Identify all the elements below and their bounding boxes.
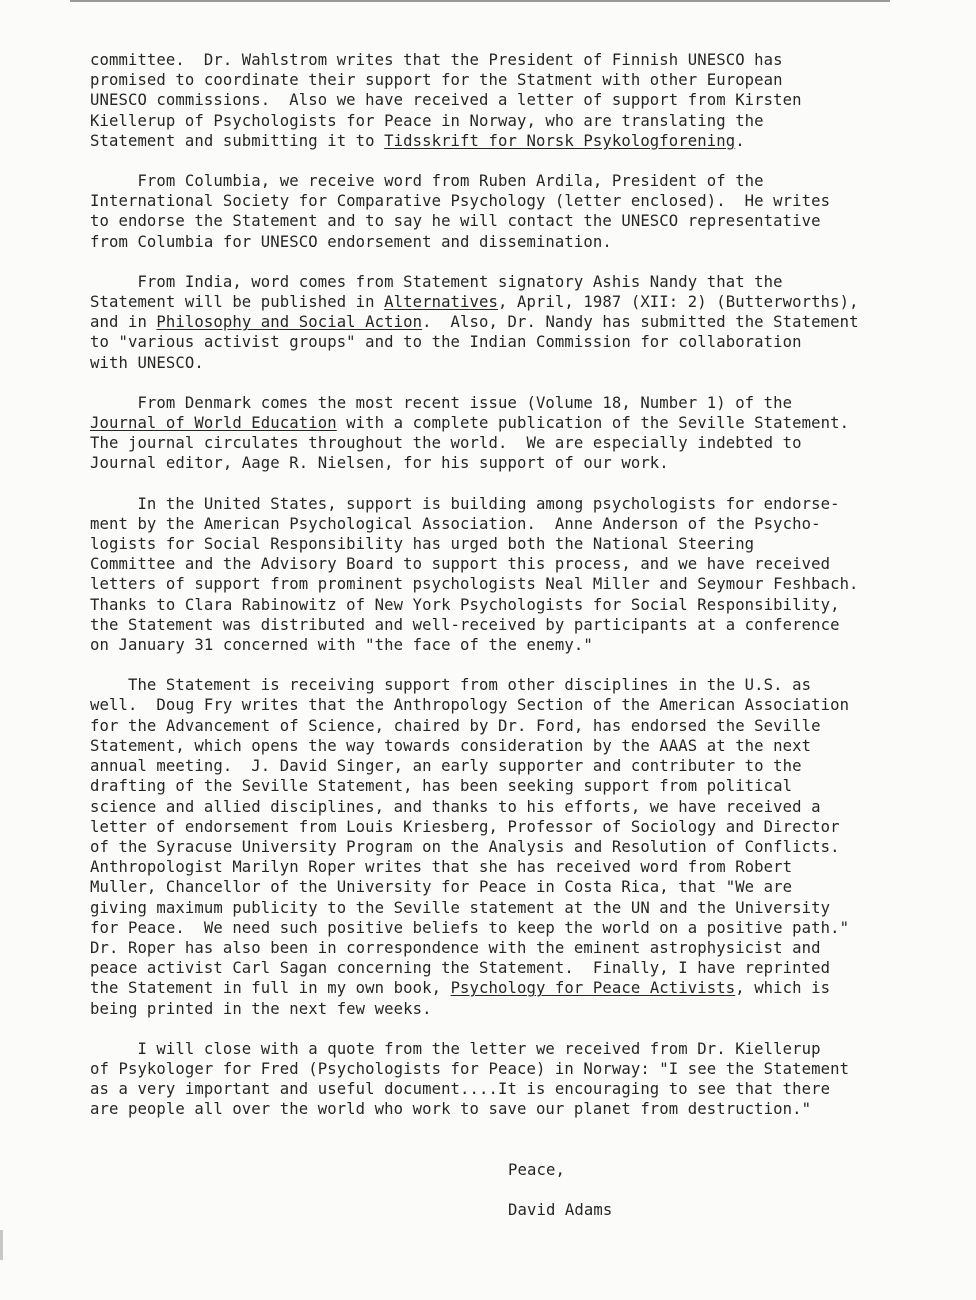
- text-line: [90, 494, 920, 514]
- text-segment: peace activist Carl Sagan concerning the Statement. Finally, I have reprinted: [90, 959, 831, 978]
- underlined-title: Tidsskrift for Norsk Psykologforening: [384, 131, 736, 150]
- text-line: [90, 50, 920, 70]
- paragraph: [90, 393, 920, 474]
- text-line: [90, 514, 920, 534]
- text-line: [90, 857, 920, 877]
- text-line: [90, 675, 920, 695]
- paragraph: [90, 494, 920, 656]
- paragraph: [90, 272, 920, 373]
- text-line: [90, 574, 920, 594]
- text-line: [90, 1079, 920, 1099]
- text-segment: , which is: [735, 979, 831, 998]
- text-segment: International Society for Comparative Psychology (letter enclosed). He writes: [90, 192, 831, 211]
- page-edge-mark: [0, 1230, 3, 1260]
- text-line: [90, 1099, 920, 1119]
- text-line: [90, 958, 920, 978]
- text-segment: . Also, Dr. Nandy has submitted the Statement: [422, 313, 859, 332]
- text-segment: committee. Dr. Wahlstrom writes that the President of Finnish UNESCO has: [90, 51, 783, 69]
- text-segment: with UNESCO.: [90, 353, 204, 372]
- text-segment: well. Doug Fry writes that the Anthropology Section of the American Association: [90, 696, 850, 715]
- text-line: [90, 433, 920, 453]
- text-line: [90, 90, 920, 110]
- text-segment: annual meeting. J. David Singer, an early supporter and contributer to the: [90, 757, 802, 776]
- text-segment: .: [735, 131, 745, 150]
- text-line: [90, 413, 920, 433]
- text-line: [90, 756, 920, 776]
- text-segment: drafting of the Seville Statement, has been seeking support from political: [90, 777, 793, 796]
- letter-page: [90, 50, 920, 1220]
- text-line: [90, 312, 920, 332]
- paragraph: [90, 171, 920, 252]
- top-edge-rule: [70, 0, 890, 2]
- text-segment: Kiellerup of Psychologists for Peace in Norway, who are translating the: [90, 111, 764, 130]
- text-line: [90, 332, 920, 352]
- text-line: [90, 918, 920, 938]
- text-segment: for Peace. We need such positive beliefs to keep the world on a positive path.": [90, 918, 850, 937]
- text-segment: letter of endorsement from Louis Kriesberg, Professor of Sociology and Director: [90, 817, 840, 836]
- text-segment: I will close with a quote from the letter we received from Dr. Kiellerup: [90, 1039, 821, 1058]
- paragraph: [90, 1039, 920, 1120]
- signature: David Adams: [508, 1200, 613, 1219]
- text-segment: of Psykologer for Fred (Psychologists for Peace) in Norway: "I see the Statement: [90, 1059, 850, 1078]
- text-segment: The journal circulates throughout the world. We are especially indebted to: [90, 434, 802, 453]
- text-segment: Muller, Chancellor of the University for Peace in Costa Rica, that "We are: [90, 878, 793, 897]
- text-line: [90, 353, 920, 373]
- underlined-title: Alternatives: [384, 293, 498, 312]
- text-segment: to "various activist groups" and to the Indian Commission for collaboration: [90, 333, 802, 352]
- text-segment: Statement, which opens the way towards consideration by the AAAS at the next: [90, 736, 812, 755]
- text-segment: being printed in the next few weeks.: [90, 999, 432, 1018]
- text-line: [90, 736, 920, 756]
- text-line: [90, 70, 920, 90]
- closing-salutation: Peace,: [508, 1160, 565, 1179]
- letter-body: [90, 50, 920, 1120]
- text-segment: Journal editor, Aage R. Nielsen, for his support of our work.: [90, 454, 669, 473]
- text-line: [90, 898, 920, 918]
- text-segment: In the United States, support is building among psychologists for endorse-: [90, 494, 840, 513]
- text-segment: with a complete publication of the Seville Statement.: [336, 414, 850, 433]
- text-segment: the Statement in full in my own book,: [90, 979, 451, 998]
- text-line: [90, 191, 920, 211]
- underlined-title: Psychology for Peace Activists: [450, 979, 736, 998]
- text-line: [90, 837, 920, 857]
- text-line: [90, 999, 920, 1019]
- underlined-title: Philosophy and Social Action: [156, 313, 423, 332]
- text-segment: promised to coordinate their support for the Statment with other European: [90, 71, 783, 90]
- text-line: [90, 635, 920, 655]
- text-segment: UNESCO commissions. Also we have received a letter of support from Kirsten: [90, 91, 802, 110]
- text-segment: The Statement is receiving support from other disciplines in the U.S. as: [90, 676, 812, 695]
- text-segment: From India, word comes from Statement signatory Ashis Nandy that the: [90, 272, 783, 291]
- text-segment: letters of support from prominent psychologists Neal Miller and Seymour Feshbach.: [90, 575, 859, 594]
- text-segment: are people all over the world who work to save our planet from destruction.": [90, 1100, 812, 1119]
- text-segment: on January 31 concerned with "the face of the enemy.": [90, 636, 593, 655]
- text-segment: from Columbia for UNESCO endorsement and dissemination.: [90, 232, 612, 251]
- text-segment: as a very important and useful document....It is encouraging to see that there: [90, 1080, 831, 1099]
- text-line: [90, 776, 920, 796]
- text-line: [90, 1039, 920, 1059]
- text-segment: , April, 1987 (XII: 2) (Butterworths),: [498, 293, 859, 312]
- closing-gap: [90, 1180, 920, 1200]
- text-line: [90, 877, 920, 897]
- text-segment: to endorse the Statement and to say he will contact the UNESCO representative: [90, 212, 821, 231]
- text-segment: From Denmark comes the most recent issue (Volume 18, Number 1) of the: [90, 393, 793, 412]
- text-segment: of the Syracuse University Program on the Analysis and Resolution of Conflicts.: [90, 837, 840, 856]
- text-segment: Committee and the Advisory Board to support this process, and we have received: [90, 555, 831, 574]
- text-line: [90, 695, 920, 715]
- underlined-title: Journal of World Education: [90, 414, 337, 433]
- text-segment: giving maximum publicity to the Seville statement at the UN and the University: [90, 898, 831, 917]
- text-segment: the Statement was distributed and well-received by participants at a conference: [90, 615, 840, 634]
- text-segment: From Columbia, we receive word from Ruben Ardila, President of the: [90, 172, 764, 191]
- text-line: [90, 393, 920, 413]
- text-line: [90, 292, 920, 312]
- text-segment: Anthropologist Marilyn Roper writes that she has received word from Robert: [90, 858, 793, 877]
- text-line: [90, 716, 920, 736]
- paragraph: [90, 675, 920, 1018]
- text-segment: Statement and submitting it to: [90, 131, 385, 150]
- text-line: [90, 817, 920, 837]
- text-line: [90, 797, 920, 817]
- closing-gap: [90, 1140, 920, 1160]
- text-line: [90, 938, 920, 958]
- text-segment: science and allied disciplines, and thanks to his efforts, we have received a: [90, 797, 821, 816]
- text-line: [90, 211, 920, 231]
- text-segment: for the Advancement of Science, chaired by Dr. Ford, has endorsed the Seville: [90, 716, 821, 735]
- text-line: [90, 615, 920, 635]
- text-line: [90, 131, 920, 151]
- text-line: [90, 171, 920, 191]
- text-segment: Statement will be published in: [90, 293, 385, 312]
- text-line: [90, 554, 920, 574]
- text-segment: logists for Social Responsibility has urged both the National Steering: [90, 535, 755, 554]
- text-line: [90, 272, 920, 292]
- text-line: [90, 534, 920, 554]
- text-line: [90, 111, 920, 131]
- text-segment: and in: [90, 313, 157, 332]
- paragraph: [90, 50, 920, 151]
- text-segment: Dr. Roper has also been in correspondence with the eminent astrophysicist and: [90, 938, 821, 957]
- text-line: [90, 595, 920, 615]
- text-line: [90, 1059, 920, 1079]
- text-line: [90, 232, 920, 252]
- text-line: [90, 978, 920, 998]
- text-segment: Thanks to Clara Rabinowitz of New York Psychologists for Social Responsibility,: [90, 595, 840, 614]
- text-segment: ment by the American Psychological Association. Anne Anderson of the Psycho-: [90, 514, 821, 533]
- text-line: [90, 453, 920, 473]
